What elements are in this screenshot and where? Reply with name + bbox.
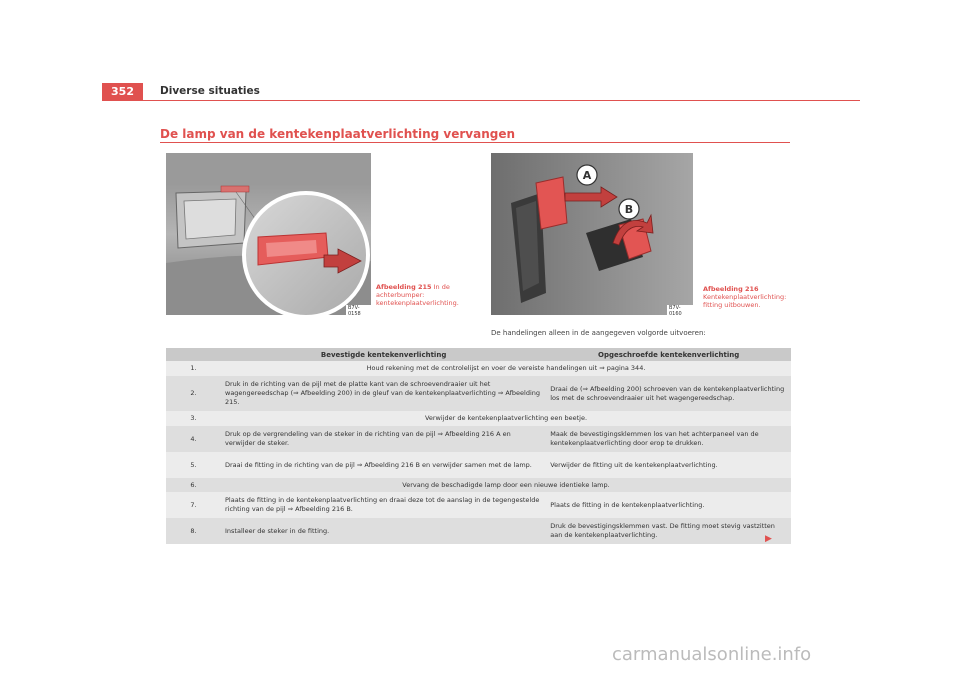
step-left-text: Plaats de fitting in de kentekenplaatverlichting en draai deze tot de aanslag in de tegengestelde richting van de pijl ⇒ Afbeelding 216 B. <box>221 492 546 518</box>
watermark: carmanualsonline.info <box>612 644 812 665</box>
figure-215-caption <box>376 283 461 307</box>
figure-216-image <box>491 153 693 315</box>
table-row <box>166 426 791 452</box>
step-number: 2. <box>166 376 221 411</box>
table-row <box>166 361 791 376</box>
table-row <box>166 492 791 518</box>
step-right-text: Plaats de fitting in de kentekenplaatverlichting. <box>546 492 791 518</box>
step-right-text: Draai de (⇒ Afbeelding 200) schroeven van de kentekenplaatverlichting los met de schroevendraaier uit het wagengereedschap. <box>546 376 791 411</box>
step-number: 7. <box>166 492 221 518</box>
figure-216-caption <box>703 285 788 309</box>
figure-216-code: B7V-0160 <box>667 305 693 315</box>
step-right-text: Druk de bevestigingsklemmen vast. De fitting moet stevig vastzitten aan de kentekenplaatverlichting. <box>546 518 791 544</box>
page-number: 352 <box>102 83 143 100</box>
figure-215-caption-label: Afbeelding 215 <box>376 283 432 291</box>
table-header-row <box>166 348 791 361</box>
table-row <box>166 478 791 492</box>
running-header: Diverse situaties <box>160 85 260 97</box>
title-rule <box>160 142 790 143</box>
section-title: De lamp van de kentekenplaatverlichting vervangen <box>160 127 516 141</box>
step-number: 1. <box>166 361 221 376</box>
header-rule <box>102 100 860 101</box>
step-left-text: Druk op de vergrendeling van de steker in de richting van de pijl ⇒ Afbeelding 216 A en verwijder de steker. <box>221 426 546 452</box>
step-number: 6. <box>166 478 221 492</box>
table-row <box>166 518 791 544</box>
step-right-text: Verwijder de fitting uit de kentekenplaatverlichting. <box>546 452 791 478</box>
table-row <box>166 411 791 426</box>
figure-216-caption-text: Kentekenplaatverlichting: fitting uitbouwen. <box>703 293 787 309</box>
steps-table <box>166 348 791 544</box>
table-row <box>166 376 791 411</box>
step-text: Verwijder de kentekenplaatverlichting een beetje. <box>221 411 791 426</box>
step-number: 8. <box>166 518 221 544</box>
figure-215-caption-text: In de achterbumper: kentekenplaatverlichting. <box>376 283 459 307</box>
figure-215-code: B7V-0158 <box>346 305 371 315</box>
table-row <box>166 452 791 478</box>
step-number: 5. <box>166 452 221 478</box>
table-header-col2: Opgeschroefde kentekenverlichting <box>546 348 791 361</box>
figure-216-label-a: A <box>582 169 592 182</box>
step-number: 4. <box>166 426 221 452</box>
figure-216-caption-label: Afbeelding 216 <box>703 285 759 293</box>
step-left-text: Installeer de steker in de fitting. <box>221 518 546 544</box>
step-number: 3. <box>166 411 221 426</box>
figure-215-image <box>166 153 371 315</box>
table-header-num <box>166 348 221 361</box>
step-text: Houd rekening met de controlelijst en voer de vereiste handelingen uit ⇒ pagina 344. <box>221 361 791 376</box>
table-header-col1: Bevestigde kentekenverlichting <box>221 348 546 361</box>
step-left-text: Druk in de richting van de pijl met de platte kant van de schroevendraaier uit het wagengereedschap (⇒ Afbeelding 200) in de gleuf van de kentekenplaatverlichting ⇒ Afbeelding 215. <box>221 376 546 411</box>
step-left-text: Draai de fitting in de richting van de pijl ⇒ Afbeelding 216 B en verwijder samen met de lamp. <box>221 452 546 478</box>
continue-arrow-icon: ▶ <box>765 534 772 544</box>
intro-text: De handelingen alleen in de aangegeven volgorde uitvoeren: <box>491 329 706 337</box>
figure-216-label-b: B <box>624 203 634 216</box>
step-right-text: Maak de bevestigingsklemmen los van het achterpaneel van de kentekenplaatverlichting door erop te drukken. <box>546 426 791 452</box>
step-text: Vervang de beschadigde lamp door een nieuwe identieke lamp. <box>221 478 791 492</box>
